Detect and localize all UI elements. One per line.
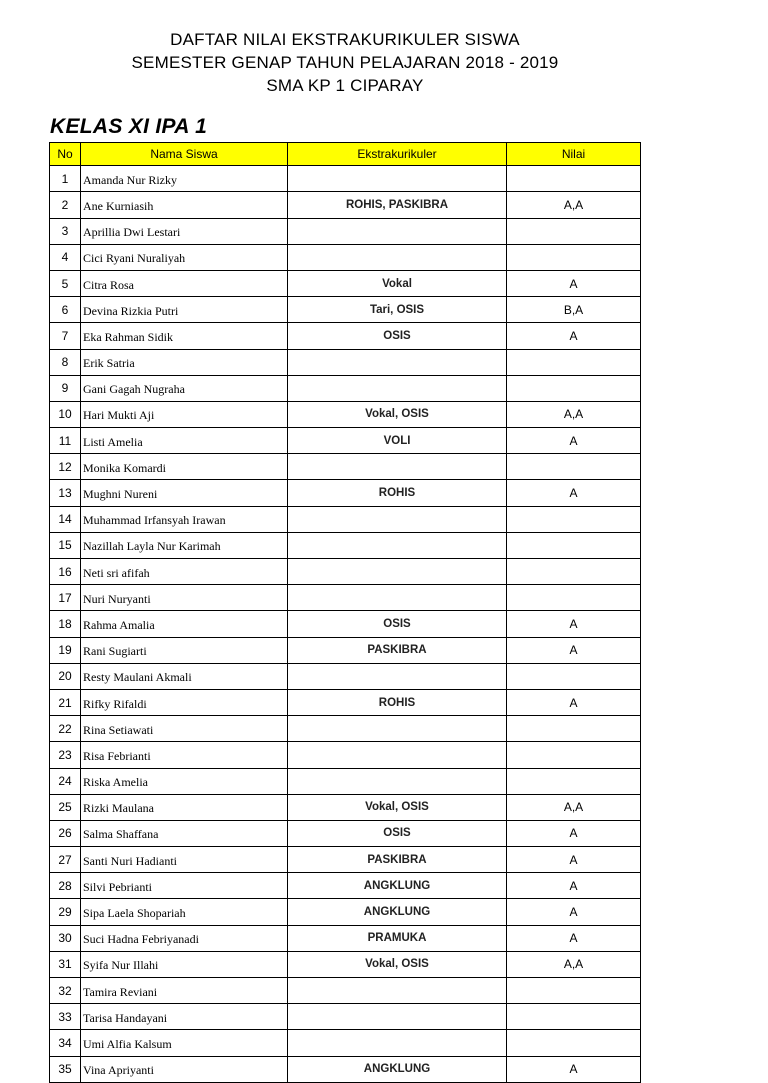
extracurricular	[288, 663, 507, 689]
row-number: 13	[50, 480, 81, 506]
row-number: 22	[50, 716, 81, 742]
row-number: 17	[50, 585, 81, 611]
table-row	[50, 1004, 641, 1030]
table-row	[50, 218, 641, 244]
table-row	[50, 689, 641, 715]
table-row	[50, 768, 641, 794]
row-number: 12	[50, 454, 81, 480]
grade	[507, 454, 641, 480]
extracurricular: ROHIS	[288, 689, 507, 715]
extracurricular: VOLI	[288, 428, 507, 454]
student-name: Umi Alfia Kalsum	[81, 1030, 288, 1056]
table-row	[50, 794, 641, 820]
grade: A	[507, 480, 641, 506]
grade: A	[507, 611, 641, 637]
table-row	[50, 611, 641, 637]
row-number: 20	[50, 663, 81, 689]
grade: A	[507, 820, 641, 846]
table-row	[50, 559, 641, 585]
row-number: 7	[50, 323, 81, 349]
table-row	[50, 820, 641, 846]
extracurricular: Vokal, OSIS	[288, 951, 507, 977]
student-name: Syifa Nur Illahi	[81, 951, 288, 977]
grade: A	[507, 637, 641, 663]
table-row	[50, 951, 641, 977]
grade: B,A	[507, 297, 641, 323]
student-name: Amanda Nur Rizky	[81, 166, 288, 192]
student-name: Ane Kurniasih	[81, 192, 288, 218]
student-name: Rizki Maulana	[81, 794, 288, 820]
student-name: Neti sri afifah	[81, 559, 288, 585]
header-title: DAFTAR NILAI EKSTRAKURIKULER SISWA	[170, 30, 520, 49]
extracurricular: Tari, OSIS	[288, 297, 507, 323]
student-name: Muhammad Irfansyah Irawan	[81, 506, 288, 532]
extracurricular	[288, 218, 507, 244]
grades-table	[49, 142, 641, 1083]
student-name: Resty Maulani Akmali	[81, 663, 288, 689]
extracurricular	[288, 716, 507, 742]
student-name: Vina Apriyanti	[81, 1056, 288, 1082]
table-row	[50, 166, 641, 192]
extracurricular: ANGKLUNG	[288, 1056, 507, 1082]
grade: A	[507, 689, 641, 715]
extracurricular: ANGKLUNG	[288, 873, 507, 899]
extracurricular	[288, 244, 507, 270]
row-number: 4	[50, 244, 81, 270]
grade	[507, 1004, 641, 1030]
extracurricular	[288, 559, 507, 585]
grade	[507, 532, 641, 558]
student-name: Gani Gagah Nugraha	[81, 375, 288, 401]
column-header-name: Nama Siswa	[81, 143, 288, 166]
extracurricular: PRAMUKA	[288, 925, 507, 951]
table-row	[50, 873, 641, 899]
extracurricular: Vokal	[288, 270, 507, 296]
student-name: Riska Amelia	[81, 768, 288, 794]
table-row	[50, 428, 641, 454]
table-row	[50, 454, 641, 480]
extracurricular: OSIS	[288, 611, 507, 637]
header-school: SMA KP 1 CIPARAY	[266, 76, 424, 95]
grade	[507, 1030, 641, 1056]
grade	[507, 506, 641, 532]
extracurricular	[288, 506, 507, 532]
grade	[507, 349, 641, 375]
grade	[507, 663, 641, 689]
student-name: Listi Amelia	[81, 428, 288, 454]
document-header	[0, 28, 690, 97]
row-number: 15	[50, 532, 81, 558]
row-number: 26	[50, 820, 81, 846]
row-number: 23	[50, 742, 81, 768]
student-name: Hari Mukti Aji	[81, 401, 288, 427]
row-number: 3	[50, 218, 81, 244]
table-header-row	[50, 143, 641, 166]
table-row	[50, 270, 641, 296]
column-header-ekstrakurikuler: Ekstrakurikuler	[288, 143, 507, 166]
student-name: Aprillia Dwi Lestari	[81, 218, 288, 244]
grade: A	[507, 899, 641, 925]
extracurricular	[288, 585, 507, 611]
grade	[507, 978, 641, 1004]
student-name: Rina Setiawati	[81, 716, 288, 742]
table-row	[50, 323, 641, 349]
grade	[507, 585, 641, 611]
student-name: Citra Rosa	[81, 270, 288, 296]
table-row	[50, 480, 641, 506]
student-name: Nazillah Layla Nur Karimah	[81, 532, 288, 558]
extracurricular: OSIS	[288, 820, 507, 846]
extracurricular	[288, 166, 507, 192]
grade: A	[507, 847, 641, 873]
student-name: Silvi Pebrianti	[81, 873, 288, 899]
student-name: Rahma Amalia	[81, 611, 288, 637]
student-name: Suci Hadna Febriyanadi	[81, 925, 288, 951]
table-row	[50, 847, 641, 873]
table-row	[50, 401, 641, 427]
student-name: Santi Nuri Hadianti	[81, 847, 288, 873]
student-name: Tarisa Handayani	[81, 1004, 288, 1030]
grade: A,A	[507, 401, 641, 427]
table-body	[50, 166, 641, 1083]
column-header-no: No	[50, 143, 81, 166]
row-number: 11	[50, 428, 81, 454]
table-row	[50, 742, 641, 768]
extracurricular: PASKIBRA	[288, 637, 507, 663]
grade: A,A	[507, 192, 641, 218]
extracurricular: ROHIS	[288, 480, 507, 506]
row-number: 19	[50, 637, 81, 663]
grade	[507, 768, 641, 794]
grade: A,A	[507, 951, 641, 977]
row-number: 6	[50, 297, 81, 323]
grade	[507, 218, 641, 244]
table-row	[50, 925, 641, 951]
extracurricular	[288, 978, 507, 1004]
grade	[507, 716, 641, 742]
grade	[507, 375, 641, 401]
row-number: 32	[50, 978, 81, 1004]
student-name: Monika Komardi	[81, 454, 288, 480]
student-name: Rifky Rifaldi	[81, 689, 288, 715]
student-name: Risa Febrianti	[81, 742, 288, 768]
extracurricular: ROHIS, PASKIBRA	[288, 192, 507, 218]
extracurricular	[288, 768, 507, 794]
row-number: 8	[50, 349, 81, 375]
table-row	[50, 978, 641, 1004]
student-name: Nuri Nuryanti	[81, 585, 288, 611]
extracurricular	[288, 532, 507, 558]
extracurricular	[288, 1030, 507, 1056]
student-name: Mughni Nureni	[81, 480, 288, 506]
row-number: 31	[50, 951, 81, 977]
row-number: 18	[50, 611, 81, 637]
column-header-nilai: Nilai	[507, 143, 641, 166]
student-name: Salma Shaffana	[81, 820, 288, 846]
table-row	[50, 716, 641, 742]
table-row	[50, 244, 641, 270]
table-row	[50, 663, 641, 689]
student-name: Tamira Reviani	[81, 978, 288, 1004]
student-name: Eka Rahman Sidik	[81, 323, 288, 349]
student-name: Erik Satria	[81, 349, 288, 375]
extracurricular: OSIS	[288, 323, 507, 349]
row-number: 33	[50, 1004, 81, 1030]
extracurricular	[288, 454, 507, 480]
table-row	[50, 532, 641, 558]
row-number: 14	[50, 506, 81, 532]
extracurricular	[288, 1004, 507, 1030]
extracurricular	[288, 349, 507, 375]
grade: A	[507, 925, 641, 951]
grade: A	[507, 1056, 641, 1082]
row-number: 16	[50, 559, 81, 585]
table-row	[50, 192, 641, 218]
table-row	[50, 637, 641, 663]
grade	[507, 166, 641, 192]
grade: A	[507, 428, 641, 454]
row-number: 9	[50, 375, 81, 401]
row-number: 29	[50, 899, 81, 925]
row-number: 5	[50, 270, 81, 296]
row-number: 25	[50, 794, 81, 820]
table-row	[50, 375, 641, 401]
extracurricular: Vokal, OSIS	[288, 401, 507, 427]
student-name: Cici Ryani Nuraliyah	[81, 244, 288, 270]
row-number: 34	[50, 1030, 81, 1056]
row-number: 30	[50, 925, 81, 951]
grade: A	[507, 873, 641, 899]
class-title: KELAS XI IPA 1	[50, 115, 208, 138]
table-row	[50, 1056, 641, 1082]
extracurricular	[288, 375, 507, 401]
grade: A	[507, 323, 641, 349]
table-row	[50, 899, 641, 925]
row-number: 35	[50, 1056, 81, 1082]
student-name: Rani Sugiarti	[81, 637, 288, 663]
grade: A,A	[507, 794, 641, 820]
grade	[507, 244, 641, 270]
extracurricular: ANGKLUNG	[288, 899, 507, 925]
student-name: Devina Rizkia Putri	[81, 297, 288, 323]
extracurricular	[288, 742, 507, 768]
table-row	[50, 585, 641, 611]
row-number: 2	[50, 192, 81, 218]
table-row	[50, 349, 641, 375]
row-number: 24	[50, 768, 81, 794]
grade: A	[507, 270, 641, 296]
header-semester: SEMESTER GENAP TAHUN PELAJARAN 2018 - 2019	[131, 53, 559, 72]
table-row	[50, 297, 641, 323]
extracurricular: Vokal, OSIS	[288, 794, 507, 820]
grade	[507, 559, 641, 585]
grade	[507, 742, 641, 768]
row-number: 28	[50, 873, 81, 899]
table-row	[50, 506, 641, 532]
row-number: 10	[50, 401, 81, 427]
row-number: 27	[50, 847, 81, 873]
row-number: 1	[50, 166, 81, 192]
extracurricular: PASKIBRA	[288, 847, 507, 873]
student-name: Sipa Laela Shopariah	[81, 899, 288, 925]
row-number: 21	[50, 689, 81, 715]
table-row	[50, 1030, 641, 1056]
